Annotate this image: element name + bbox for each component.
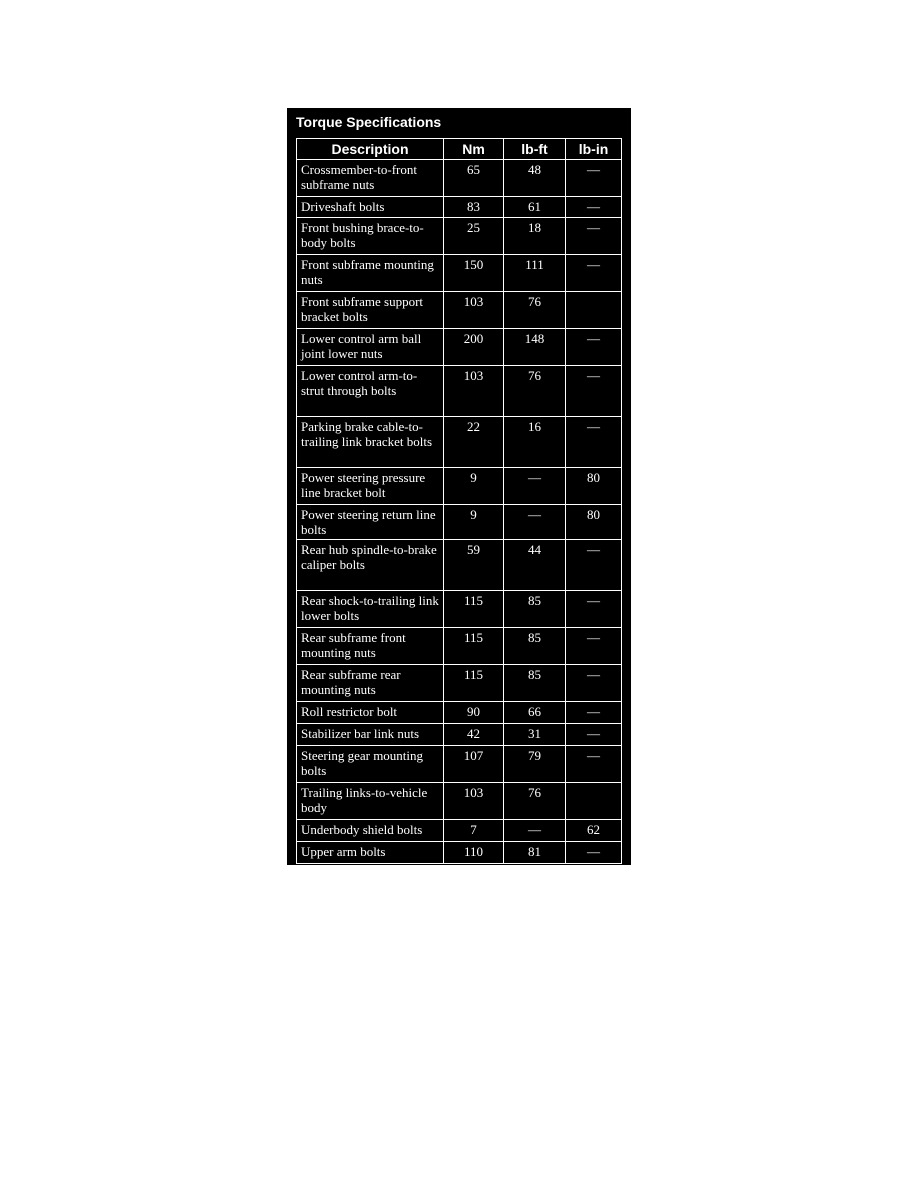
cell-description: Crossmember-to-front subframe nuts [297, 160, 444, 197]
cell-lbft: 61 [504, 197, 566, 218]
cell-description: Stabilizer bar link nuts [297, 724, 444, 746]
table-row [297, 160, 622, 197]
cell-lbin: — [566, 665, 622, 702]
cell-lbin: — [566, 366, 622, 417]
cell-nm: 90 [444, 702, 504, 724]
cell-lbft: 48 [504, 160, 566, 197]
cell-nm: 200 [444, 329, 504, 366]
cell-lbin [566, 783, 622, 820]
cell-description: Parking brake cable-to-trailing link bracket bolts [297, 417, 444, 468]
table-row [297, 292, 622, 329]
table-row [297, 197, 622, 218]
table-row [297, 255, 622, 292]
panel-title: Torque Specifications [296, 114, 442, 130]
torque-spec-table [296, 138, 622, 864]
cell-nm: 25 [444, 218, 504, 255]
cell-nm: 7 [444, 820, 504, 842]
cell-lbin: — [566, 746, 622, 783]
cell-lbft: 81 [504, 842, 566, 864]
cell-description: Trailing links-to-vehicle body [297, 783, 444, 820]
cell-lbft: 18 [504, 218, 566, 255]
torque-spec-panel [287, 108, 631, 865]
table-row [297, 628, 622, 665]
cell-description: Driveshaft bolts [297, 197, 444, 218]
cell-description: Steering gear mounting bolts [297, 746, 444, 783]
header-description: Description [297, 139, 444, 160]
cell-lbft: 85 [504, 591, 566, 628]
cell-lbft: 111 [504, 255, 566, 292]
cell-nm: 59 [444, 540, 504, 591]
cell-lbin: — [566, 702, 622, 724]
cell-nm: 115 [444, 591, 504, 628]
cell-lbft: 44 [504, 540, 566, 591]
table-row [297, 505, 622, 540]
cell-nm: 83 [444, 197, 504, 218]
cell-description: Rear subframe front mounting nuts [297, 628, 444, 665]
table-row [297, 329, 622, 366]
cell-lbft: 31 [504, 724, 566, 746]
cell-lbin: — [566, 628, 622, 665]
cell-nm: 110 [444, 842, 504, 864]
cell-nm: 65 [444, 160, 504, 197]
cell-description: Rear subframe rear mounting nuts [297, 665, 444, 702]
table-row [297, 366, 622, 417]
table-row [297, 702, 622, 724]
table-row [297, 842, 622, 864]
cell-lbft: 76 [504, 366, 566, 417]
cell-nm: 103 [444, 366, 504, 417]
cell-description: Front subframe mounting nuts [297, 255, 444, 292]
table-header-row [297, 139, 622, 160]
cell-nm: 115 [444, 628, 504, 665]
cell-description: Underbody shield bolts [297, 820, 444, 842]
cell-nm: 22 [444, 417, 504, 468]
table-row [297, 665, 622, 702]
cell-lbin: 80 [566, 468, 622, 505]
cell-lbft: 16 [504, 417, 566, 468]
header-lbft: lb-ft [504, 139, 566, 160]
table-row [297, 540, 622, 591]
cell-lbin: 62 [566, 820, 622, 842]
table-row [297, 591, 622, 628]
cell-nm: 115 [444, 665, 504, 702]
cell-description: Lower control arm ball joint lower nuts [297, 329, 444, 366]
cell-lbin: — [566, 329, 622, 366]
cell-lbin: — [566, 197, 622, 218]
cell-description: Lower control arm-to-strut through bolts [297, 366, 444, 417]
cell-lbin: — [566, 842, 622, 864]
cell-nm: 107 [444, 746, 504, 783]
table-row [297, 746, 622, 783]
cell-description: Front bushing brace-to-body bolts [297, 218, 444, 255]
cell-description: Power steering return line bolts [297, 505, 444, 540]
cell-nm: 103 [444, 292, 504, 329]
cell-lbft: 85 [504, 628, 566, 665]
table-row [297, 417, 622, 468]
cell-description: Front subframe support bracket bolts [297, 292, 444, 329]
cell-lbin: — [566, 417, 622, 468]
cell-lbft: 76 [504, 292, 566, 329]
table-row [297, 468, 622, 505]
table-row [297, 724, 622, 746]
cell-description: Rear hub spindle-to-brake caliper bolts [297, 540, 444, 591]
cell-description: Rear shock-to-trailing link lower bolts [297, 591, 444, 628]
table-row [297, 783, 622, 820]
cell-lbft: 85 [504, 665, 566, 702]
cell-nm: 9 [444, 468, 504, 505]
table-row [297, 820, 622, 842]
cell-lbft: 76 [504, 783, 566, 820]
cell-nm: 150 [444, 255, 504, 292]
cell-lbin: — [566, 591, 622, 628]
cell-lbin: — [566, 218, 622, 255]
cell-lbin [566, 292, 622, 329]
cell-lbft: 148 [504, 329, 566, 366]
header-lbin: lb-in [566, 139, 622, 160]
cell-nm: 42 [444, 724, 504, 746]
cell-lbin: — [566, 160, 622, 197]
header-nm: Nm [444, 139, 504, 160]
cell-lbft: — [504, 468, 566, 505]
cell-description: Roll restrictor bolt [297, 702, 444, 724]
cell-lbin: — [566, 255, 622, 292]
table-row [297, 218, 622, 255]
cell-nm: 103 [444, 783, 504, 820]
cell-lbin: — [566, 724, 622, 746]
cell-lbft: — [504, 505, 566, 540]
cell-lbft: 79 [504, 746, 566, 783]
cell-nm: 9 [444, 505, 504, 540]
cell-description: Upper arm bolts [297, 842, 444, 864]
cell-description: Power steering pressure line bracket bolt [297, 468, 444, 505]
cell-lbft: 66 [504, 702, 566, 724]
cell-lbin: 80 [566, 505, 622, 540]
cell-lbft: — [504, 820, 566, 842]
cell-lbin: — [566, 540, 622, 591]
